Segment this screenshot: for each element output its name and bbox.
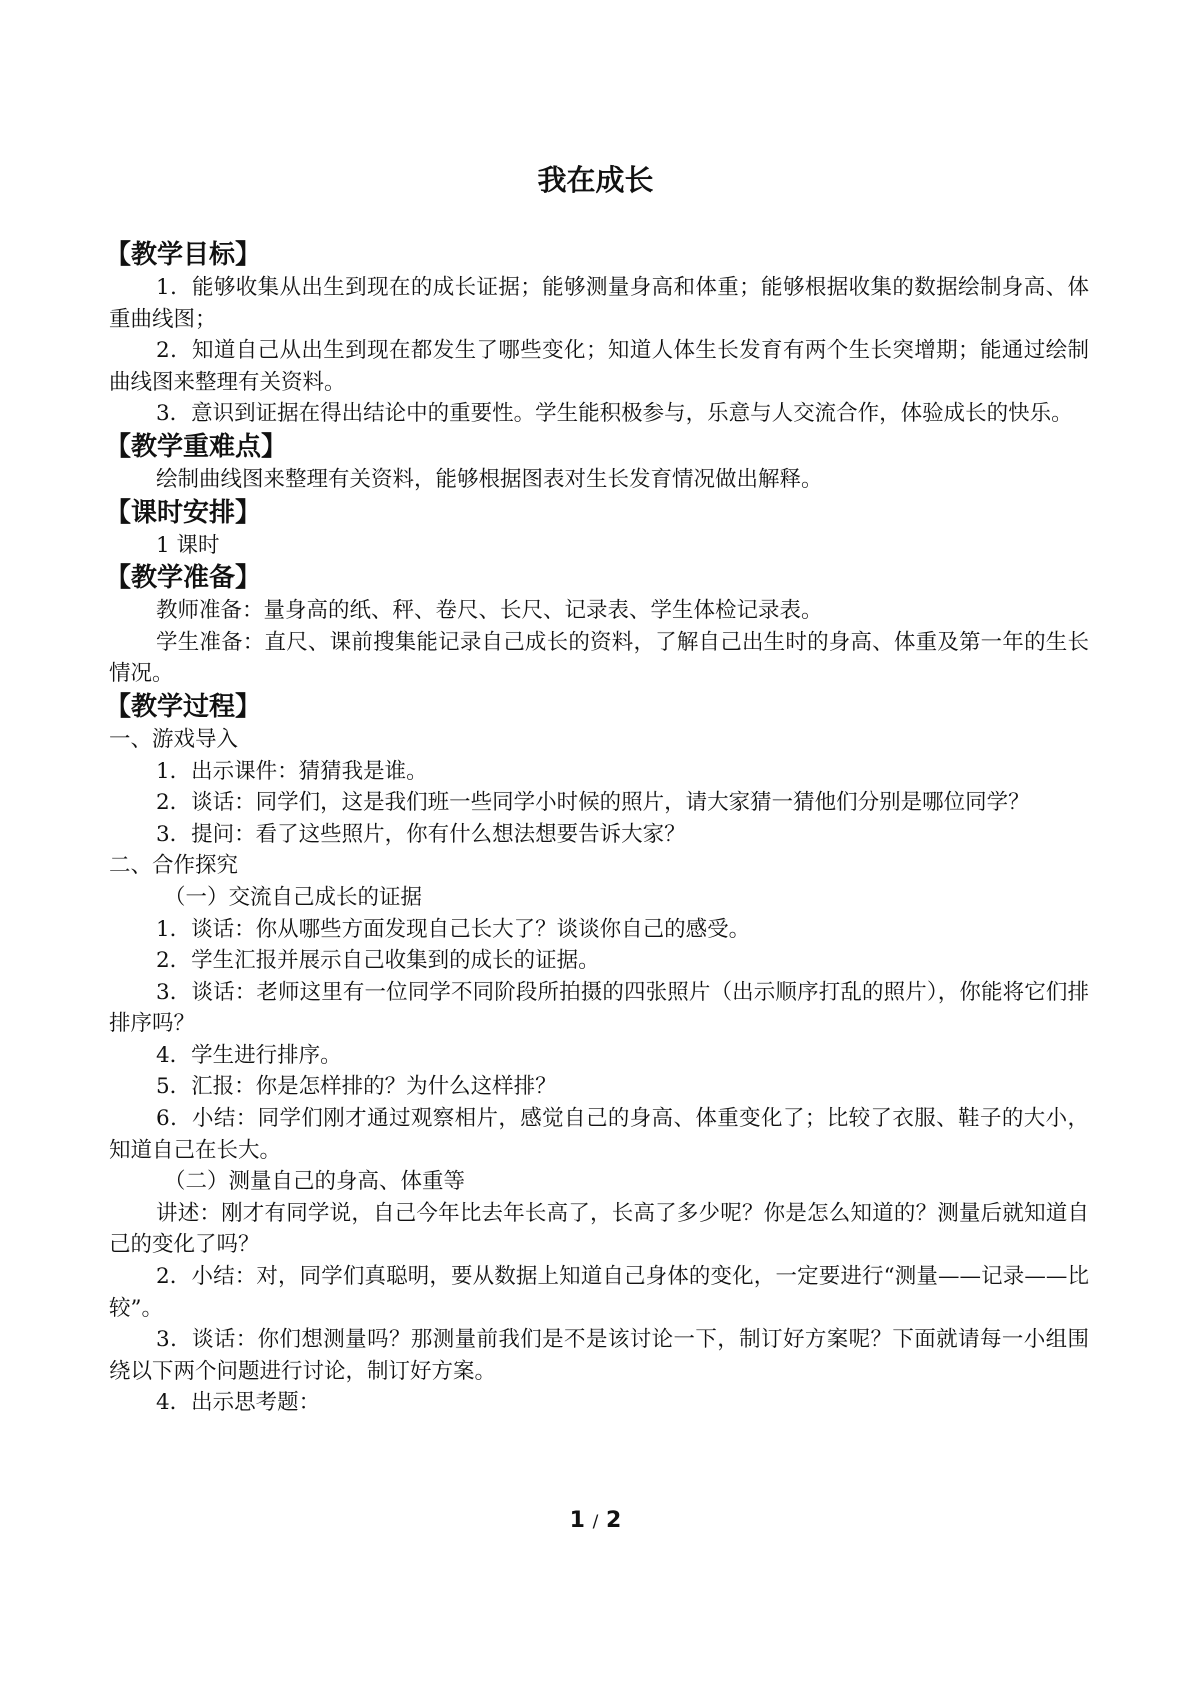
- current-page: 1: [569, 1508, 585, 1533]
- heading-schedule: 【课时安排】: [105, 497, 262, 528]
- process-item: 3．提问：看了这些照片，你有什么想法想要告诉大家？: [156, 821, 686, 847]
- key-points-text: 绘制曲线图来整理有关资料，能够根据图表对生长发育情况做出解释。: [156, 466, 823, 492]
- objective-item: 2．知道自己从出生到现在都发生了哪些变化；知道人体生长发育有两个生长突增期；能通过绘制曲线图来整理有关资料。: [109, 338, 1089, 395]
- process-part-title: 一、游戏导入: [109, 726, 239, 752]
- process-subsection-title: （二）测量自己的身高、体重等: [164, 1169, 466, 1195]
- heading-key-points: 【教学重难点】: [105, 431, 288, 462]
- preparation-item: 学生准备：直尺、课前搜集能记录自己成长的资料，了解自己出生时的身高、体重及第一年的生长情况。: [109, 629, 1089, 687]
- process-part-title: 二、合作探究: [109, 853, 239, 879]
- process-item: 1．谈话：你从哪些方面发现自己长大了？谈谈你自己的感受。: [156, 916, 751, 942]
- process-item: 2．学生汇报并展示自己收集到的成长的证据。: [156, 948, 600, 974]
- page-number: [0, 1506, 1191, 1537]
- process-item: 5．汇报：你是怎样排的？为什么这样排？: [156, 1074, 557, 1100]
- process-item: 4．学生进行排序。: [156, 1042, 342, 1068]
- objective-item: 1．能够收集从出生到现在的成长证据；能够测量身高和体重；能够根据收集的数据绘制身高、体重曲线图；: [109, 275, 1089, 332]
- process-item: 3．谈话：老师这里有一位同学不同阶段所拍摄的四张照片（出示顺序打乱的照片），你能将它们排排序吗？: [109, 979, 1089, 1037]
- process-item: 4．出示思考题：: [156, 1390, 321, 1416]
- document-title: 我在成长: [537, 163, 654, 197]
- preparation-item: 教师准备：量身高的纸、秤、卷尺、长尺、记录表、学生体检记录表。: [156, 598, 823, 624]
- objective-item: 3．意识到证据在得出结论中的重要性。学生能积极参与，乐意与人交流合作，体验成长的快乐。: [156, 401, 1073, 427]
- heading-preparation: 【教学准备】: [105, 563, 262, 594]
- process-item: 1．出示课件：猜猜我是谁。: [156, 758, 428, 784]
- process-item: 6．小结：同学们刚才通过观察相片，感觉自己的身高、体重变化了；比较了衣服、鞋子的大小，知道自己在长大。: [109, 1106, 1089, 1163]
- process-item: 2．小结：对，同学们真聪明，要从数据上知道自己身体的变化，一定要进行“测量——记录——比较”。: [109, 1264, 1089, 1321]
- total-pages: 2: [606, 1508, 622, 1533]
- process-item: 2．谈话：同学们，这是我们班一些同学小时候的照片，请大家猜一猜他们分别是哪位同学？: [156, 790, 1030, 816]
- heading-objectives: 【教学目标】: [105, 240, 262, 270]
- process-item: 讲述：刚才有同学说，自己今年比去年长高了，长高了多少呢？你是怎么知道的？测量后就知道自己的变化了吗？: [109, 1200, 1089, 1258]
- heading-process: 【教学过程】: [105, 691, 262, 722]
- schedule-text: 1 课时: [156, 532, 220, 558]
- document-body: [105, 238, 1089, 1419]
- page-separator: /: [592, 1512, 599, 1532]
- process-item: 3．谈话：你们想测量吗？那测量前我们是不是该讨论一下，制订好方案呢？下面就请每一小组围绕以下两个问题进行讨论，制订好方案。: [109, 1327, 1089, 1384]
- process-subsection-title: （一）交流自己成长的证据: [164, 884, 423, 910]
